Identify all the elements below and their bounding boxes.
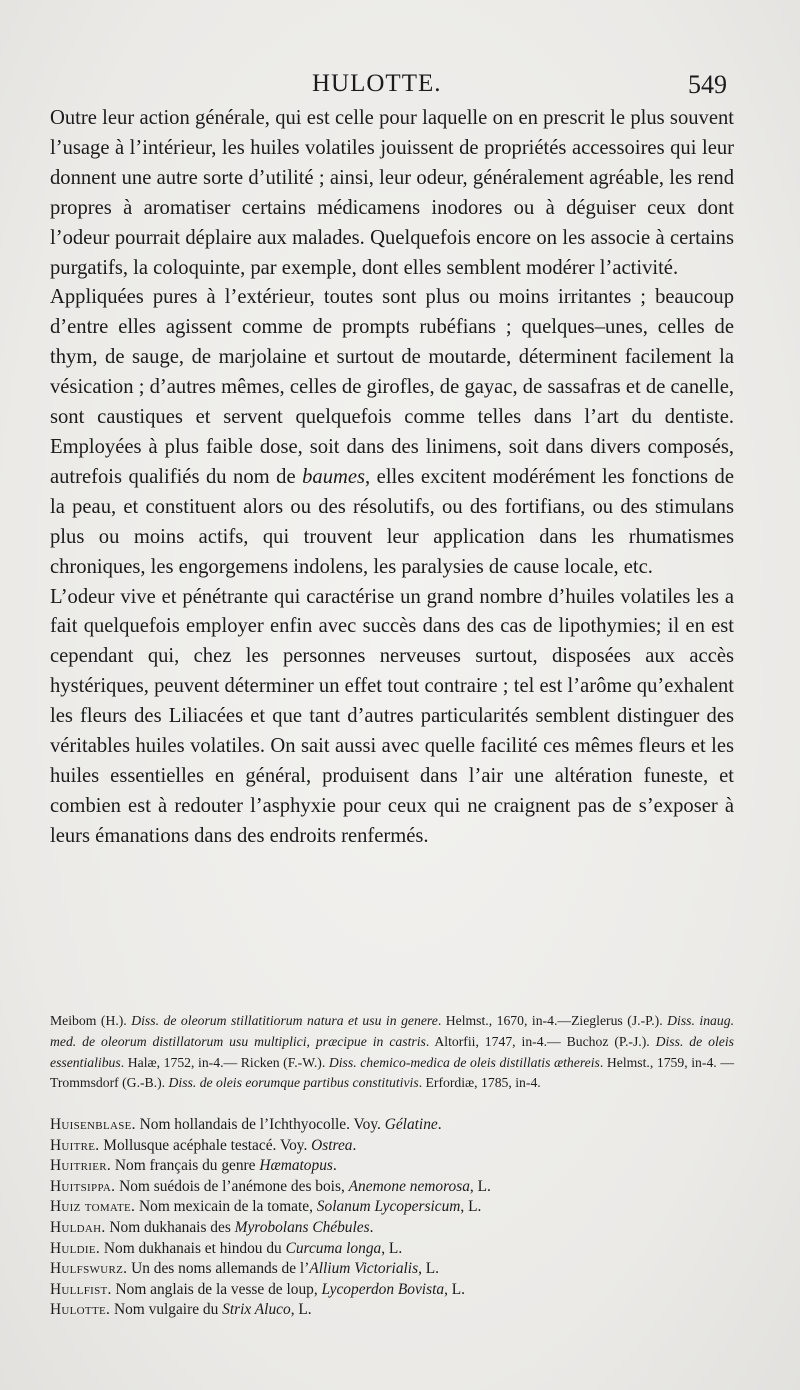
entry-suffix: . xyxy=(352,1136,357,1154)
entry-italic: Solanum Lycopersicum xyxy=(316,1198,461,1216)
paragraph-1: Outre leur action générale, qui est celle pour laquelle on en prescrit le plus souvent l’usage à l’intérieur, les huiles volatiles jouissent de propriétés accessoires qui leur donnent une autre sorte d’utilité ; ainsi, leur odeur, généralement agréable, les rend propres à aromatiser certains médicamens inodores ou à déguiser ceux dont l’odeur pourrait déplaire aux malades. Quelquefois encore on les associe à certains purgatifs, la coloquinte, par exemple, dont elles semblent modérer l’activité. xyxy=(50,107,734,279)
entry-term: Hulotte. xyxy=(50,1301,111,1319)
entry-suffix: . xyxy=(332,1157,337,1175)
entry-italic: Curcuma longa xyxy=(285,1239,382,1257)
dictionary-entries xyxy=(50,1115,734,1321)
entry-suffix: . xyxy=(369,1218,374,1236)
entry-italic: Ostrea xyxy=(311,1136,353,1154)
entry-term: Huisenblase. xyxy=(50,1116,136,1133)
dictionary-entry xyxy=(50,1300,734,1321)
dictionary-entry xyxy=(50,1136,734,1157)
entry-text: Nom hollandais de l’Ichthyocolle. Voy. xyxy=(135,1116,385,1133)
dictionary-entry xyxy=(50,1239,734,1260)
entry-text: Nom suédois de l’anémone des bois, xyxy=(115,1177,349,1195)
dictionary-entry xyxy=(50,1218,734,1239)
biblio-segment: . Helmst., 1670, in-4.—Zieglerus (J.-P.). xyxy=(437,1013,668,1028)
dictionary-entry xyxy=(50,1280,734,1301)
biblio-segment: . Helmst., 1759, in-4. — Trommsdorf (G.-B.). xyxy=(50,1054,735,1091)
entry-italic: Myrobolans Chébules xyxy=(234,1218,370,1236)
dictionary-entry xyxy=(50,1177,734,1198)
bibliography xyxy=(50,1011,734,1094)
entry-text: Nom mexicain de la tomate, xyxy=(135,1198,317,1216)
entry-text: Nom dukhanais des xyxy=(105,1218,235,1236)
bibliography-paragraph xyxy=(50,1011,734,1094)
entry-term: Huldah. xyxy=(50,1218,106,1236)
entry-italic: Allium Victorialis xyxy=(309,1260,419,1278)
entry-term: Huitrier. xyxy=(50,1157,112,1175)
biblio-title: Diss. chemico-medica de oleis distillatis æthereis xyxy=(328,1054,600,1070)
entry-text: Nom anglais de la vesse de loup, xyxy=(111,1280,322,1298)
entry-text: Mollusque acéphale testacé. Voy. xyxy=(99,1136,312,1154)
entry-suffix: , L. xyxy=(290,1301,312,1319)
entry-text: Nom français du genre xyxy=(111,1157,260,1175)
entry-suffix: , L. xyxy=(444,1280,466,1298)
entry-suffix: . xyxy=(437,1116,442,1133)
page-number: 549 xyxy=(688,70,727,99)
paragraph-2-text-a: Appliquées pures à l’extérieur, toutes sont plus ou moins irritantes ; beaucoup d’entre elles agissent comme de prompts rubéfians ; quelques–unes, celles de thym, de sauge, de marjolaine et surtout de moutarde, déterminent facilement la vésication ; d’autres mêmes, celles de girofles, de gayac, de sassafras et de canelle, sont caustiques et servent quelquefois comme telles dans l’art du dentiste. Employées à plus faible dose, soit dans des linimens, soit dans divers composés, autrefois qualifiés du nom de xyxy=(50,286,734,488)
biblio-segment: . Halæ, 1752, in-4.— Ricken (F.-W.). xyxy=(120,1054,329,1070)
entry-italic: Hæmatopus xyxy=(259,1157,333,1175)
paragraph-2 xyxy=(50,283,734,582)
paragraph-2-text-b: , elles excitent modérément les fonctions de la peau, et constituent alors ou des résolutifs, ou des fortifians, ou des stimulans plus ou moins actifs, qui trouvent leur application dans les rhumatismes chroniques, les engorgemens indolens, les paralysies de cause locale, etc. xyxy=(50,465,734,578)
entry-term: Huitre. xyxy=(50,1136,100,1154)
entry-italic: Anemone nemorosa xyxy=(348,1177,470,1195)
entry-term: Hullfist. xyxy=(50,1280,112,1298)
entry-term: Huiz tomate. xyxy=(50,1198,136,1216)
entry-term: Hulfswurz. xyxy=(50,1260,128,1278)
entry-italic: Strix Aluco xyxy=(222,1301,291,1319)
main-text xyxy=(50,104,734,852)
paragraph-3: L’odeur vive et pénétrante qui caractérise un grand nombre d’huiles volatiles les a fait quelquefois employer enfin avec succès dans des cas de lipothymies; il en est cependant qui, chez les personnes nerveuses surtout, disposées aux accès hystériques, peuvent déterminer un effet tout contraire ; tel est l’arôme qu’exhalent les fleurs des Liliacées et que tant d’autres particularités semblent distinguer des véritables huiles volatiles. On sait aussi avec quelle facilité ces mêmes fleurs et les huiles essentielles en général, produisent dans l’air une altération funeste, et combien est à redouter l’asphyxie pour ceux qui ne craignent pas de s’exposer à leurs émanations dans des endroits renfermés. xyxy=(50,585,734,847)
dictionary-entry xyxy=(50,1115,734,1136)
entry-text: Nom vulgaire du xyxy=(110,1301,223,1319)
entry-term: Huldie. xyxy=(50,1239,101,1257)
running-title: HULOTTE. xyxy=(312,70,442,97)
biblio-title: Diss. de oleis eorumque partibus constitutivis xyxy=(168,1075,419,1091)
biblio-segment: . Erfordiæ, 1785, in-4. xyxy=(418,1075,541,1091)
paragraph-2-italic-term: baumes xyxy=(302,465,366,488)
biblio-title: Diss. de oleorum stillatitiorum natura et usu in genere xyxy=(131,1013,438,1028)
entry-suffix: , L. xyxy=(469,1177,491,1195)
entry-italic: Lycoperdon Bovista xyxy=(321,1280,445,1298)
entry-suffix: , L. xyxy=(418,1260,440,1278)
entry-term: Huitsippa. xyxy=(50,1177,116,1195)
biblio-segment: . Altorfii, 1747, in-4.— Buchoz (P.-J.). xyxy=(425,1033,656,1049)
entry-italic: Gélatine xyxy=(384,1116,438,1133)
dictionary-entry xyxy=(50,1259,734,1280)
entry-text: Un des noms allemands de l’ xyxy=(127,1260,310,1278)
entry-suffix: , L. xyxy=(460,1198,482,1216)
biblio-title: Diss. inaug. med. de oleorum distillatorum usu multiplici, præcipue in castris xyxy=(50,1013,734,1049)
entry-suffix: , L. xyxy=(381,1239,403,1257)
dictionary-entry xyxy=(50,1156,734,1177)
dictionary-entry xyxy=(50,1197,734,1218)
biblio-segment: Meibom (H.). xyxy=(50,1013,132,1028)
entry-text: Nom dukhanais et hindou du xyxy=(100,1239,286,1257)
biblio-title: Diss. de oleis essentialibus xyxy=(50,1033,734,1070)
